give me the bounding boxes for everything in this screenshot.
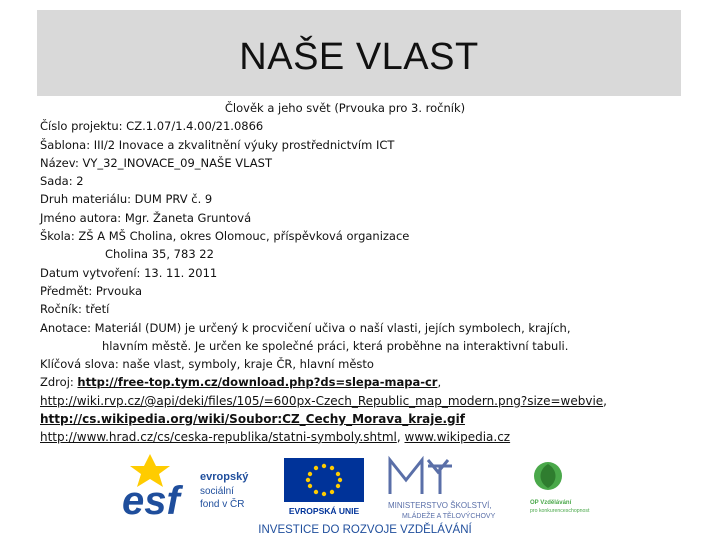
eu-label: EVROPSKÁ UNIE (288, 506, 360, 516)
grade-line: Ročník: třetí (40, 302, 110, 317)
keywords-line: Klíčová slova: naše vlast, symboly, kraje ČR, hlavní město (40, 357, 374, 372)
project-number: Číslo projektu: CZ.1.07/1.4.00/21.0866 (40, 119, 264, 134)
school-address: Cholina 35, 783 22 (105, 247, 214, 262)
op-text-2: pro konkurenceschopnost (530, 508, 590, 514)
school-line: Škola: ZŠ A MŠ Cholina, okres Olomouc, příspěvková organizace (40, 229, 410, 244)
annotation-line-2: hlavním městě. Je určen ke společné práci, která proběhne na interaktivní tabuli. (102, 338, 569, 353)
source-comma-2: , (603, 393, 607, 408)
investment-banner (200, 520, 530, 538)
title-banner (37, 10, 681, 96)
esf-logo (120, 452, 270, 520)
slide-title: NAŠE VLAST (239, 36, 479, 78)
source-comma-1: , (437, 375, 442, 390)
material-type-line: Druh materiálu: DUM PRV č. 9 (40, 192, 213, 207)
op-text-1: OP Vzdělávání (530, 500, 572, 506)
source-link-1[interactable]: http://free-top.tym.cz/download.php?ds=slepa-mapa-cr (77, 375, 438, 390)
source-link-5[interactable]: www.wikipedia.cz (404, 429, 511, 444)
set-line: Sada: 2 (40, 174, 84, 189)
source-link-2[interactable]: http://wiki.rvp.cz/@api/deki/files/105/=600px-Czech_Republic_map_modern.png?size=webvie (40, 393, 604, 408)
esf-letters: esf (122, 479, 180, 520)
annotation-line-1: Anotace: Materiál (DUM) je určený k procvičení učiva o naší vlasti, jejích symbolech, krajích, (40, 320, 571, 335)
investment-banner-text: INVESTICE DO ROZVOJE VZDĚLÁVÁNÍ (258, 524, 472, 536)
subject-line: Předmět: Prvouka (40, 283, 142, 298)
esf-text-2: sociální (200, 486, 234, 497)
msmt-text-1: MINISTERSTVO ŠKOLSTVÍ, (388, 501, 492, 510)
op-logo (528, 454, 608, 518)
msmt-text-2: MLÁDEŽE A TĚLOVÝCHOVY (402, 513, 496, 520)
date-line: Datum vytvoření: 13. 11. 2011 (40, 265, 218, 280)
msmt-logo (382, 452, 522, 522)
msmt-monogram-icon (390, 460, 452, 494)
esf-text-3: fond v ČR (200, 499, 245, 510)
source-link-3[interactable]: http://cs.wikipedia.org/wiki/Soubor:CZ_Cechy_Morava_kraje.gif (40, 411, 465, 426)
eu-logo (280, 458, 376, 518)
op-leaf-icon (534, 462, 562, 490)
esf-text-1: evropský (200, 471, 249, 483)
author-line: Jméno autora: Mgr. Žaneta Gruntová (40, 210, 252, 225)
slide-subtitle: Člověk a jeho svět (Prvouka pro 3. ročník) (224, 101, 466, 115)
funding-logos (120, 452, 600, 537)
name-line: Název: VY_32_INOVACE_09_NAŠE VLAST (40, 155, 272, 170)
source-comma-3: , (396, 429, 401, 444)
source-link-4[interactable]: http://www.hrad.cz/cs/ceska-republika/statni-symboly.shtml (40, 429, 397, 444)
project-info (40, 99, 710, 446)
template-line: Šablona: III/2 Inovace a zkvalitnění výuky prostřednictvím ICT (40, 137, 395, 152)
source-line (40, 373, 710, 391)
source-label: Zdroj: (40, 375, 78, 390)
